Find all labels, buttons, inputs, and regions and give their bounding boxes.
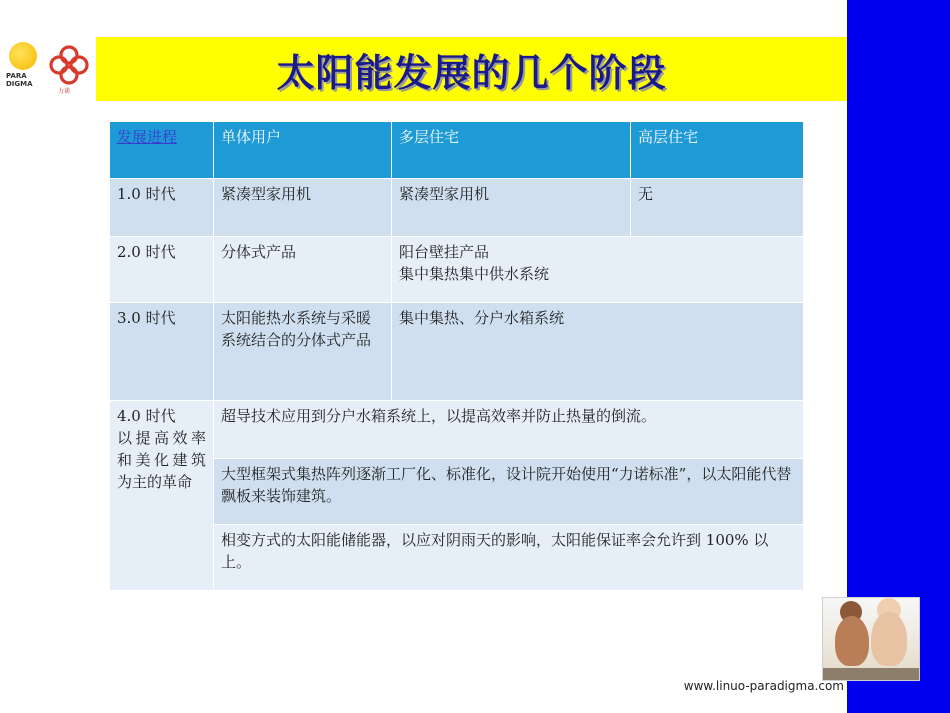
table-row [110, 237, 804, 303]
linuo-logo-text: 力诺 [58, 88, 71, 95]
child-body-shape [835, 616, 869, 666]
header-stage-link[interactable]: 发展进程 [110, 122, 214, 179]
table-row [110, 459, 804, 525]
era-description: 以提高效率和美化建筑为主的革命 [117, 429, 206, 491]
single-user-cell: 分体式产品 [214, 237, 392, 303]
table-header-row [110, 122, 804, 179]
sun-logo-icon [9, 42, 37, 70]
table-row [110, 303, 804, 401]
era-cell: 1.0 时代 [110, 179, 214, 237]
header-single-user: 单体用户 [214, 122, 392, 179]
multi-high-line: 集中集热集中供水系统 [399, 265, 550, 283]
children-photo [822, 597, 920, 681]
single-user-cell: 太阳能热水系统与采暖系统结合的分体式产品 [214, 303, 392, 401]
multi-high-cell [392, 237, 804, 303]
era-item-cell: 相变方式的太阳能储能器，以应对阴雨天的影响，太阳能保证率会允许到 100% 以上。 [214, 525, 804, 591]
child-body-shape [871, 612, 907, 666]
paradigma-logo-text: PARA DIGMA [6, 72, 33, 88]
slide-title: 太阳能发展的几个阶段 [276, 50, 667, 95]
knot-logo-icon [46, 42, 92, 88]
table-row [110, 525, 804, 591]
footer-url: www.linuo-paradigma.com [683, 679, 844, 693]
era-item-cell: 大型框架式集热阵列逐渐工厂化、标准化，设计院开始使用“力诺标准”，以太阳能代替飘板来装饰建筑。 [214, 459, 804, 525]
era-cell: 2.0 时代 [110, 237, 214, 303]
header-multi-storey: 多层住宅 [392, 122, 631, 179]
era-cell: 3.0 时代 [110, 303, 214, 401]
era-cell [110, 401, 214, 591]
multi-high-cell: 集中集热、分户水箱系统 [392, 303, 804, 401]
linuo-logo [46, 42, 92, 98]
era-label: 4.0 时代 [117, 407, 176, 425]
header-high-rise: 高层住宅 [631, 122, 804, 179]
multi-high-line: 阳台壁挂产品 [399, 243, 490, 261]
stages-table [109, 121, 804, 591]
multi-storey-cell: 紧凑型家用机 [392, 179, 631, 237]
era-item-cell: 超导技术应用到分户水箱系统上，以提高效率并防止热量的倒流。 [214, 401, 804, 459]
paradigma-logo [6, 42, 42, 98]
high-rise-cell: 无 [631, 179, 804, 237]
table-row [110, 179, 804, 237]
single-user-cell: 紧凑型家用机 [214, 179, 392, 237]
table-row [110, 401, 804, 459]
